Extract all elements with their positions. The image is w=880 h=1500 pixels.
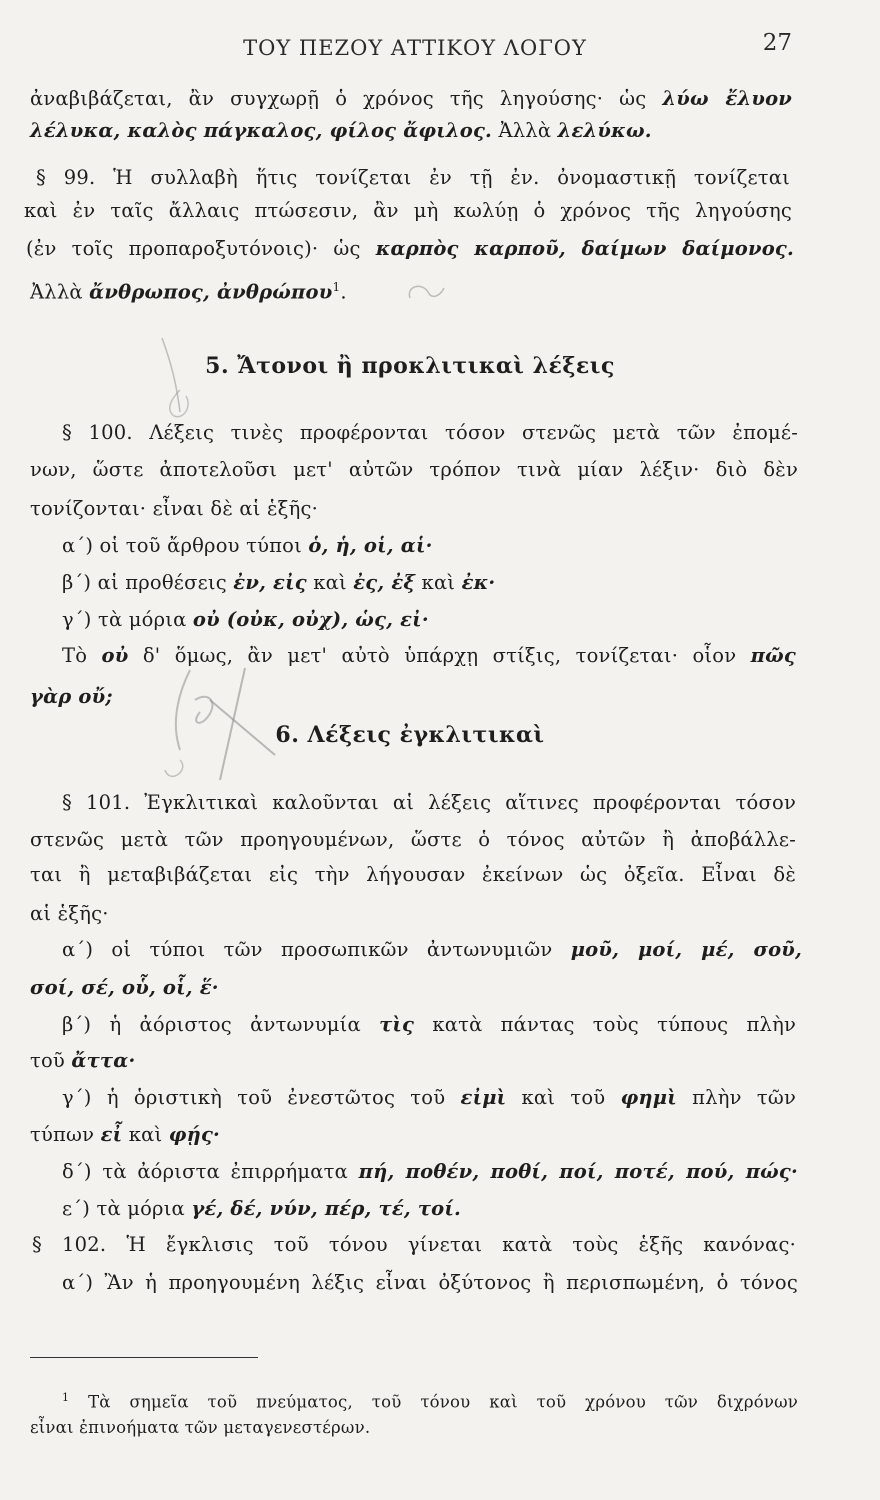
text-line: Ἀλλὰ ἄνθρωπος, ἀνθρώπου$^1$. xyxy=(30,280,347,304)
text-line: τονίζονται· εἶναι δὲ αἱ ἑξῆς· xyxy=(30,497,319,520)
text-line: λέλυκα, καλὸς πάγκαλος, φίλος ἄφιλος. Ἀλλὰ λελύκω. xyxy=(30,119,652,142)
footnote-rule xyxy=(30,1357,258,1358)
footnote-mark: 1 xyxy=(62,1391,70,1404)
section-100-line: § 100. Λέξεις τινὲς προφέρονται τόσον στενῶς μετὰ τῶν ἐπομέ- xyxy=(62,421,798,444)
pencil-mark xyxy=(150,660,280,790)
list-item: δ΄) τὰ ἀόριστα ἐπιρρήματα πή, ποθέν, ποθί, ποί, ποτέ, πού, πώς· xyxy=(62,1160,798,1183)
text-line: Τὸ οὐ δ' ὅμως, ἂν μετ' αὐτὸ ὑπάρχῃ στίξις, τονίζεται· οἷον πῶς xyxy=(62,644,796,667)
text-line: ἀναβιβάζεται, ἂν συγχωρῇ ὁ χρόνος τῆς ληγούσης· ὡς λύω ἔλυον xyxy=(30,87,792,110)
section-102-line: § 102. Ἡ ἔγκλισις τοῦ τόνου γίνεται κατὰ τοὺς ἑξῆς κανόνας· xyxy=(32,1233,796,1256)
text-line: γὰρ οὔ; xyxy=(30,685,113,708)
text-line: στενῶς μετὰ τῶν προηγουμένων, ὥστε ὁ τόνος αὐτῶν ἢ ἀποβάλλε- xyxy=(30,828,796,851)
footnote-line: $^1$ Τὰ σημεῖα τοῦ πνεύματος, τοῦ τόνου καὶ τοῦ χρόνου τῶν διχρόνων xyxy=(62,1391,798,1412)
section-heading-6: 6. Λέξεις ἐγκλιτικαὶ xyxy=(275,722,545,748)
list-item: γ΄) τὰ μόρια οὐ (οὐκ, οὐχ), ὡς, εἰ· xyxy=(62,608,429,631)
list-item: γ΄) ἡ ὁριστικὴ τοῦ ἐνεστῶτος τοῦ εἰμὶ καὶ τοῦ φημὶ πλὴν τῶν xyxy=(62,1086,797,1109)
text-line: νων, ὥστε ἀποτελοῦσι μετ' αὐτῶν τρόπον τινὰ μίαν λέξιν· διὸ δὲν xyxy=(30,458,798,481)
text-line: ται ἢ μεταβιβάζεται εἰς τὴν λήγουσαν ἐκείνων ὡς ὀξεῖα. Εἶναι δὲ xyxy=(30,863,796,886)
text-line: καὶ ἐν ταῖς ἄλλαις πτώσεσιν, ἂν μὴ κωλύῃ ὁ χρόνος τῆς ληγούσης xyxy=(24,199,792,222)
text-line: σοί, σέ, οὗ, οἷ, ἕ· xyxy=(30,976,219,999)
running-head: ΤΟΥ ΠΕΖΟΥ ΑΤΤΙΚΟΥ ΛΟΓΟΥ xyxy=(243,36,587,60)
pencil-mark xyxy=(140,330,210,420)
footnote-ref: 1 xyxy=(332,280,341,294)
text-line: (ἐν τοῖς προπαροξυτόνοις)· ὡς καρπὸς καρποῦ, δαίμων δαίμονος. xyxy=(26,237,794,260)
list-item: α΄) Ἂν ἡ προηγουμένη λέξις εἶναι ὀξύτονος ἢ περισπωμένη, ὁ τόνος xyxy=(62,1271,798,1294)
page-number: 27 xyxy=(762,30,792,56)
list-item: β΄) ἡ ἀόριστος ἀντωνυμία τὶς κατὰ πάντας τοὺς τύπους πλὴν xyxy=(62,1013,797,1036)
section-heading-5: 5. Ἄτονοι ἢ προκλιτικαὶ λέξεις xyxy=(205,353,615,379)
text-line: τοῦ ἄττα· xyxy=(30,1049,136,1072)
list-item: α΄) οἱ τύποι τῶν προσωπικῶν ἀντωνυμιῶν μοῦ, μοί, μέ, σοῦ, xyxy=(62,938,803,961)
list-item: β΄) αἱ προθέσεις ἐν, εἰς καὶ ἐς, ἐξ καὶ ἐκ· xyxy=(62,571,496,594)
pencil-mark xyxy=(400,276,450,306)
list-item: α΄) οἱ τοῦ ἄρθρου τύποι ὁ, ἡ, οἱ, αἱ· xyxy=(62,534,433,557)
list-item: ε΄) τὰ μόρια γέ, δέ, νύν, πέρ, τέ, τοί. xyxy=(62,1197,462,1220)
section-99-line: § 99. Ἡ συλλαβὴ ἥτις τονίζεται ἐν τῇ ἐν. ὀνομαστικῇ τονίζεται xyxy=(36,166,790,189)
footnote-line: εἶναι ἐπινοήματα τῶν μεταγενεστέρων. xyxy=(30,1418,371,1437)
text-line: αἱ ἑξῆς· xyxy=(30,902,109,925)
section-101-line: § 101. Ἐγκλιτικαὶ καλοῦνται αἱ λέξεις αἵτινες προφέρονται τόσον xyxy=(62,791,796,814)
text-line: τύπων εἶ καὶ φῄς· xyxy=(30,1123,221,1146)
